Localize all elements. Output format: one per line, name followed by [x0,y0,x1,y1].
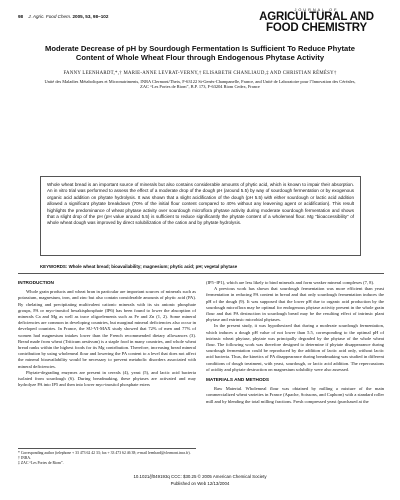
footer-doi: 10.1021/jf049193q CCC: $30.25 © 2005 American Chemical Society [133,474,267,479]
page-number: 98 [18,14,24,19]
keywords-line [40,264,360,269]
journal-masthead [249,8,384,33]
article-affiliation: Unité des Maladies Métaboliques et Micronutriments, INRA Clermont/Theix, F-63122 St-Genès-Champanelle, France, and Unité de Laboratoire pour l’Innovation des Céréales, ZAC “Les Portes de Riom”, B.P. 173, F-63204 Riom Cedex, France [44,78,356,90]
footnote-inra: † INRA. [18,456,32,460]
masthead-small: JOURNAL OF [294,8,339,12]
right-paragraph-2: A previous work has shown that sourdough fermentation was more efficient than yeast fermentation in reducing PA content in bread and that only sourdough fermentation induces the pH of the dough (9). It was supposed that the lower pH due to organic acid production by the sourdough microflora may be optimal for endogenous phytase activity present in the whole grain flour and that PA destruction in sourdough bread may be the resulting effect of intrinsic plant phytase and extrinsic microbial phytases. [206,286,384,323]
title-block [40,44,360,90]
footer-published: Published on Web 12/13/2004 [170,481,230,486]
masthead-line1: AGRICULTURAL AND [259,11,374,23]
intro-paragraph-1: Whole grain products and wheat bran in particular are important sources of minerals such as potassium, magnesium, iron, and zinc but also contain considerable amounts of phytic acid (PA). By chelating and precipitating multivalent cationic minerals with its six anionic phosphate groups, PA or myo-inositol hexakisphosphate (IP6) has been found to lower the absorption of minerals Ca and Mg as well as trace oligoelements such as Fe and Zn (1, 2). Some mineral deficiencies are common in developing countries, but marginal mineral deficiencies also occur in developed countries. In France, the SU-VI-MAX study showed that 72% of men and 77% of women had magnesium intakes lower than the French recommended dietary allowances (3). Bread made from wheat (Triticum aestivum) is a staple food in many countries, and whole wheat bread ranks within the highest foods for its Mg contribution. Therefore, increasing bread mineral contribution by using wholemeal flour and lowering the PA content to a level that does not affect the mineral bioavailability would be necessary to prevent metabolic disorders associated with mineral deficiencies. [18,289,196,369]
intro-heading: INTRODUCTION [18,280,54,285]
left-column [18,280,196,388]
footnote-zac: ‡ ZAC “Les Portes de Riom”. [18,461,64,465]
right-column [206,280,384,405]
citation: 2005, 53, 98−102 [72,14,109,19]
right-paragraph-3: In the present study, it was hypothesized that during a moderate sourdough fermentation, which induces a dough pH value of not lower than 5.5, corresponding to the optimal pH of intrinsic wheat phytase, phytate was principally degraded by the phytase of the whole wheat flour. The following work was therefore designed to determine if phytate disappearance during sourdough fermentation could be reproduced by the addition of lactic acid only, without lactic acid bacteria. Thus, the kinetics of PA disappearance during breadmaking was studied in different conditions of dough treatment, with yeast, sourdough, or lactic acid addition. The repercussions of acidity and phytate destruction on magnesium solubility were also assessed. [206,323,384,372]
divider-rule [18,273,384,274]
masthead-line2: FOOD CHEMISTRY [266,21,367,34]
footnote-corresponding: * Corresponding author (telephone + 33 473 62 42 33; fax + 33 473 62 46 38; e-mail leenhard@clermont.inra.fr). [18,451,191,455]
article-title: Moderate Decrease of pH by Sourdough Fermentation Is Sufficient To Reduce Phytate Content of Whole Wheat Flour through Endogenous Phytase Activity [45,44,355,63]
running-header [18,14,108,19]
article-authors: FANNY LEENHARDT,*,† MARIE-ANNE LEVRAT-VERNY,† ELISABETH CHANLIAUD,‡ AND CHRISTIAN RÉMÉSY† [63,70,337,76]
page-header [18,8,384,34]
footnotes [18,448,196,466]
intro-paragraph-2: Phytate-degrading enzymes are present in cereals (4), yeast (5), and lactic acid bacteria isolated from sourdough (6). During breadmaking, these phytases are activated and may hydrolyze PA into IP5 and then into lower myo-inositol phosphate esters [18,369,196,388]
keywords-text: Whole wheat bread; bioavailability; magnesium; phytic acid; pH; vegetal phytase [68,264,238,269]
keywords-label: KEYWORDS: [40,264,68,269]
methods-paragraph-1: Raw Material. Wholemeal flour was obtained by milling a mixture of the main commercialized wheat varieties in France (Apache, Soissons, and Caphorn) with a standard roller mill and by blending the total milling fractions. Fresh compressed yeast (purchased at the [206,386,384,404]
methods-heading: MATERIALS AND METHODS [206,377,270,383]
journal-abbrev: J. Agric. Food Chem. [28,14,72,19]
abstract-text: Whole wheat bread is an important source of minerals but also contains considerable amounts of phytic acid, which is known to impair their absorption. An in vitro trial was performed to assess the effect of a moderate drop of the dough pH (around 5.5) by way of sourdough fermentation or by exogenous organic acid addition on phytate hydrolysis. It was shown that a slight acidification of the dough (pH 5.5) with either sourdough or lactic acid addition allowed a significant phytate breakdown (70% of the initial flour content compared to 40% without any leavening agent or acidification). This result highlights the predominance of wheat phytase activity over sourdough microflora phytase activity during moderate sourdough fermentation and shows that a slight drop of the pH (pH value around 5.5) is sufficient to reduce significantly the phytate content of a wholemeal flour. Mg “bioaccessibility” of whole wheat dough was improved by direct solubilization of the cation and by phytate hydrolysis. [47,182,354,226]
abstract-box [40,176,361,256]
right-paragraph-1: (IP5−IP1), which are less likely to bind minerals and form weaker mineral complexes (7, 8). [206,280,375,285]
